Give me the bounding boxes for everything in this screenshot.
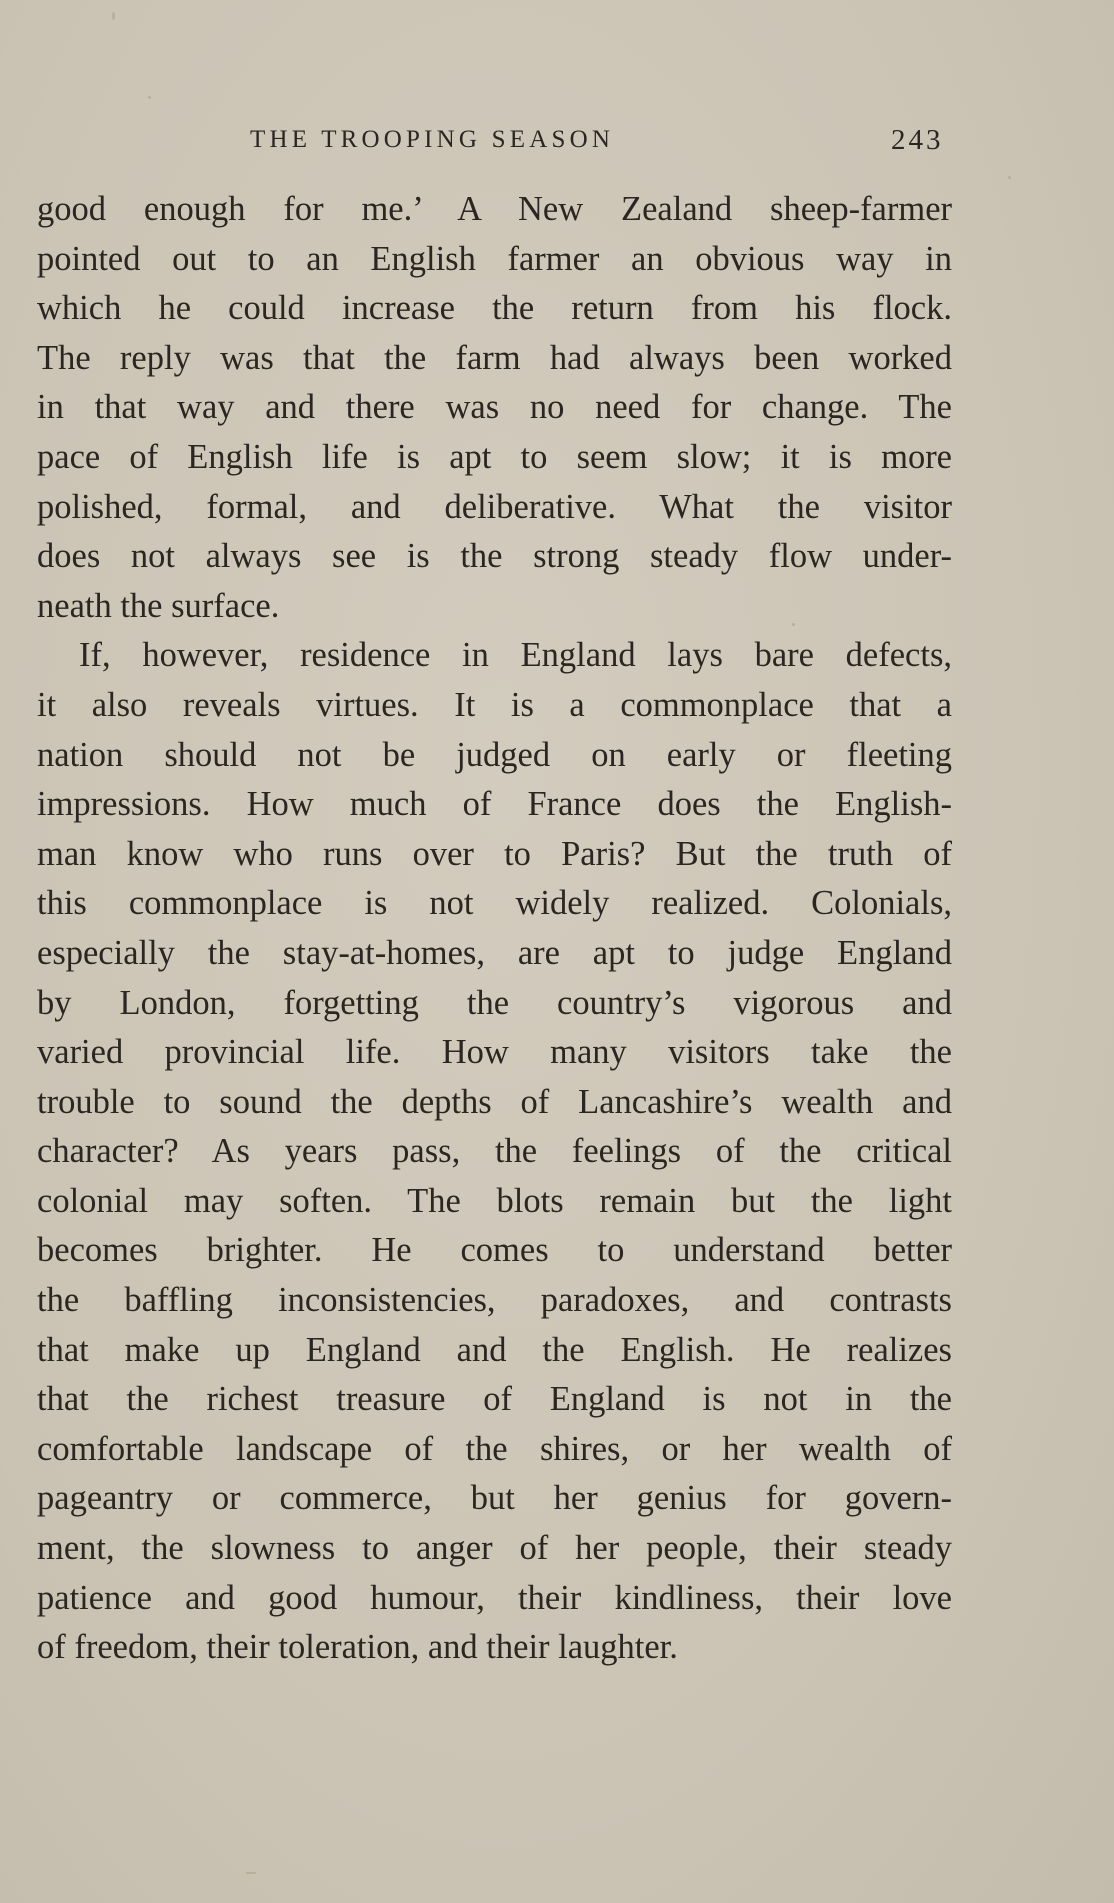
text-line: of freedom, their toleration, and their laughter. — [37, 1628, 678, 1667]
text-line: which he could increase the return from his flock. — [37, 289, 952, 328]
text-line: The reply was that the farm had always been worked — [37, 338, 952, 377]
paper-speck — [1008, 176, 1011, 179]
page-number: 243 — [891, 124, 944, 156]
text-line: pageantry or commerce, but her genius for govern- — [37, 1479, 952, 1518]
text-line: If, however, residence in England lays bare defects, — [79, 636, 952, 675]
text-line: pointed out to an English farmer an obvious way in — [37, 239, 952, 278]
paper-speck — [112, 12, 115, 20]
text-line: ment, the slowness to anger of her people, their steady — [37, 1529, 952, 1568]
running-head — [0, 120, 1114, 160]
text-line: varied provincial life. How many visitors take the — [37, 1033, 952, 1072]
paragraph — [37, 631, 952, 1672]
text-line: in that way and there was no need for change. The — [37, 388, 952, 427]
text-line: pace of English life is apt to seem slow; it is more — [37, 437, 952, 476]
paragraph — [37, 185, 952, 631]
text-line: character? As years pass, the feelings of the critical — [37, 1132, 952, 1171]
text-line: especially the stay-at-homes, are apt to judge England — [37, 933, 952, 972]
text-line: by London, forgetting the country’s vigorous and — [37, 983, 952, 1022]
text-line: colonial may soften. The blots remain but the light — [37, 1181, 952, 1220]
text-line: comfortable landscape of the shires, or her wealth of — [37, 1429, 952, 1468]
text-line: the baffling inconsistencies, paradoxes, and contrasts — [37, 1281, 952, 1320]
text-line: it also reveals virtues. It is a commonplace that a — [37, 685, 952, 724]
text-line: this commonplace is not widely realized. Colonials, — [37, 884, 952, 923]
text-line: nation should not be judged on early or fleeting — [37, 735, 952, 774]
text-line: impressions. How much of France does the English- — [37, 785, 952, 824]
text-line: does not always see is the strong steady flow under- — [37, 537, 952, 576]
text-line: patience and good humour, their kindliness, their love — [37, 1578, 952, 1617]
text-line: that the richest treasure of England is not in the — [37, 1380, 952, 1419]
text-line: trouble to sound the depths of Lancashire’s wealth and — [37, 1082, 952, 1121]
text-line: that make up England and the English. He realizes — [37, 1330, 952, 1369]
text-line: becomes brighter. He comes to understand better — [37, 1231, 952, 1270]
text-line: neath the surface. — [37, 586, 280, 625]
paper-speck — [148, 96, 151, 99]
text-line: good enough for me.’ A New Zealand sheep-farmer — [37, 190, 952, 228]
paper-speck — [246, 1872, 256, 1874]
chapter-title: THE TROOPING SEASON — [250, 126, 615, 153]
body-text — [37, 185, 952, 1673]
text-line: man know who runs over to Paris? But the truth of — [37, 834, 952, 873]
text-line: polished, formal, and deliberative. What the visitor — [37, 487, 952, 526]
